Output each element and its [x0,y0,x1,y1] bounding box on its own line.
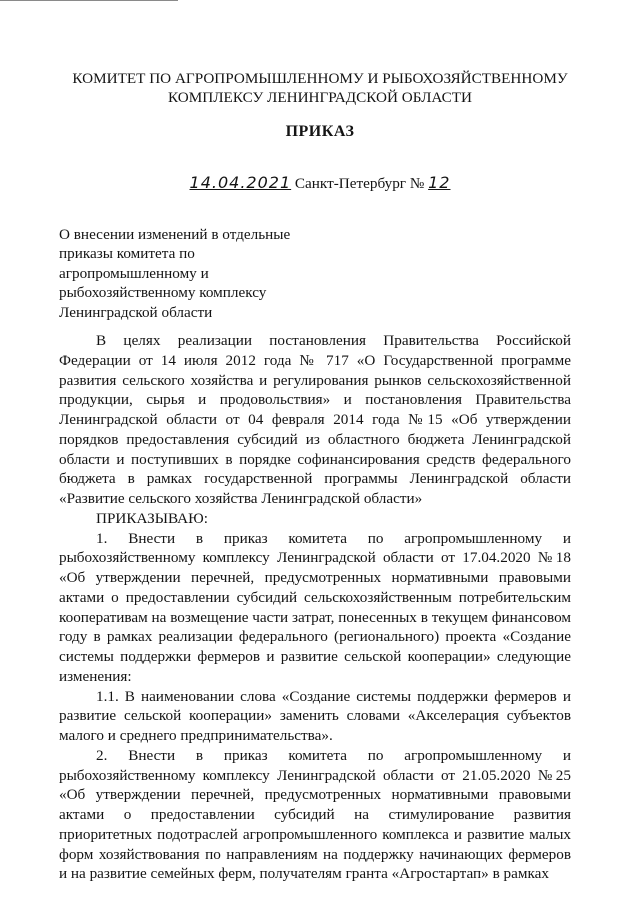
item-1-paragraph: 1. Внести в приказ комитета по агропромышленному и рыбохозяйственному комплексу Ленинградской области от 17.04.2020 №18 «Об утверждении перечней, предусмотренных нормативными правовыми актами о предоставлении субсидий сельскохозяйственным потребительским кооперативам на возмещение части затрат, понесенных в текущем финансовом году в рамках реализации федерального (регионального) проекта «Создание системы поддержки фермеров и развитие сельской кооперации» следующие изменения: [59,529,571,685]
committee-header [0,69,640,107]
subject-line: О внесении изменений в отдельные [59,226,291,243]
item-1-1-paragraph: 1.1. В наименовании слова «Создание системы поддержки фермеров и развитие сельской кооперации» заменить словами «Акселерация субъектов малого и среднего предпринимательства». [59,687,571,744]
item-2-paragraph: 2. Внести в приказ комитета по агропромышленному и рыбохозяйственному комплексу Ленинградской области от 21.05.2020 №25 «Об утверждении перечней, предусмотренных нормативными правовыми актами о предоставлении субсидий на стимулирование развития приоритетных подотраслей агропромышленного комплекса и развитие малых форм хозяйствования по направлениям на поддержку начинающих фермеров и на развитие семейных ферм, получателям гранта «Агростартап» в рамках [59,746,571,883]
date-number-line [0,173,640,193]
order-word: ПРИКАЗЫВАЮ: [96,509,208,527]
subject-line: рыбохозяйственному комплексу [59,284,267,302]
handwritten-number: 12 [428,173,451,192]
scan-edge-line [0,0,178,1]
document-title: ПРИКАЗ [285,123,355,140]
preamble-paragraph: В целях реализации постановления Правительства Российской Федерации от 14 июля 2012 года № 717 «О Государственной программе развития сельского хозяйства и регулирования рынков сельскохозяйственной продукции, сырья и продовольствия» и постановления Правительства Ленинградской области от 04 февраля 2014 года №15 «Об утверждении порядков предоставления субсидий из областного бюджета Ленинградской области и поступивших в порядке софинансирования средств федерального бюджета в рамках государственной программы Ленинградской области «Развитие сельского хозяйства Ленинградской области» [59,332,571,507]
subject-line: приказы комитета по [59,245,195,263]
handwritten-date: 14.04.2021 [189,173,292,192]
document-body [59,331,571,884]
subject-line: агропромышленному и [59,264,209,282]
committee-name-line-1: КОМИТЕТ ПО АГРОПРОМЫШЛЕННОМУ И РЫБОХОЗЯЙСТВЕННОМУ [72,70,568,87]
subject-line: Ленинградской области [59,303,213,321]
subject-block [59,225,319,322]
city-and-number-label: Санкт-Петербург № [294,175,425,192]
committee-name-line-2: КОМПЛЕКСУ ЛЕНИНГРАДСКОЙ ОБЛАСТИ [168,89,472,106]
